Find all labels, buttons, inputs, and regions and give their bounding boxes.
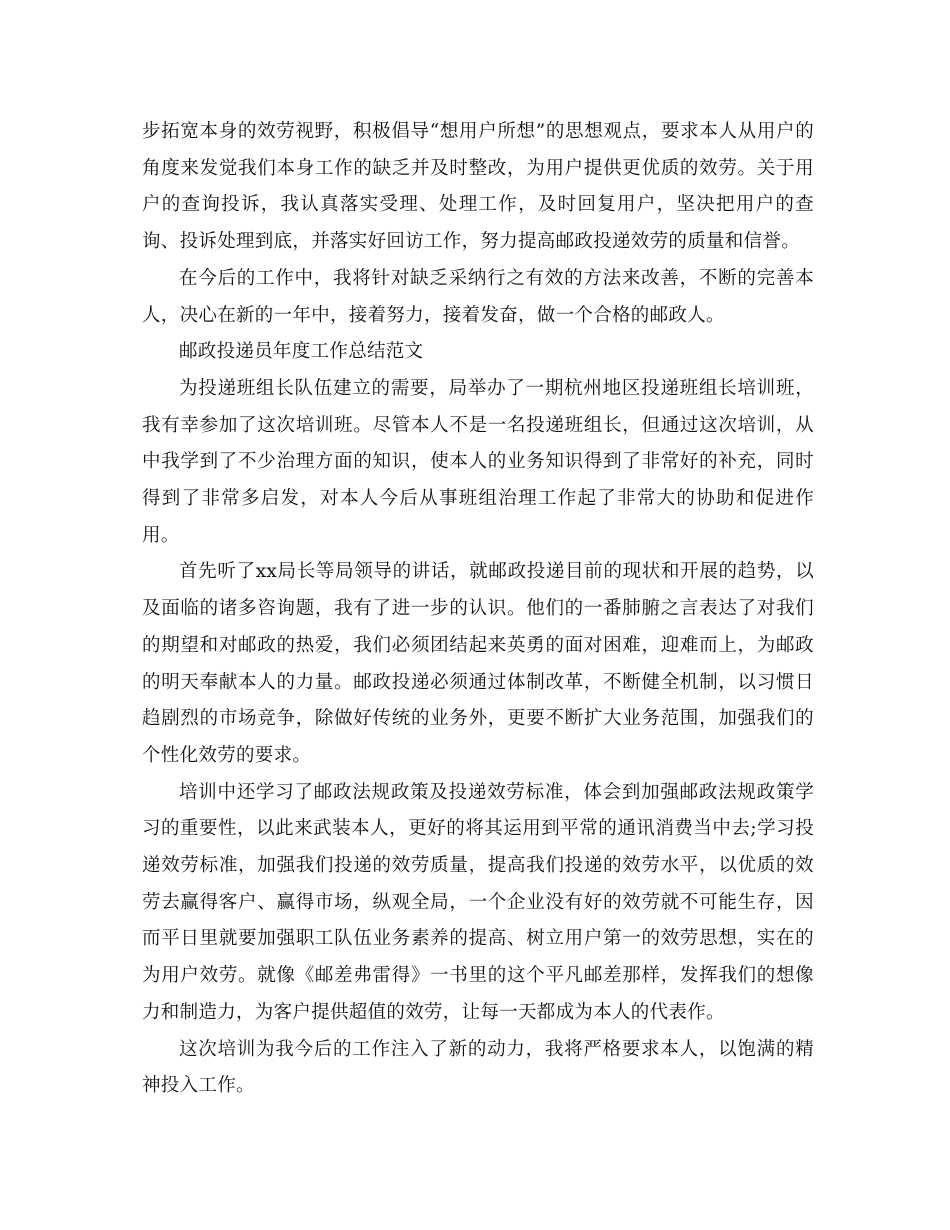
section-title: 邮政投递员年度工作总结范文 [179,341,424,363]
paragraph: 在今后的工作中，我将针对缺乏采纳行之有效的方法来改善，不断的完善本人，决心在新的一年中，接着努力，接着发奋，做一个合格的邮政人。 [142,267,814,326]
document-body [142,114,814,1105]
paragraph: 培训中还学习了邮政法规政策及投递效劳标准，体会到加强邮政法规政策学习的重要性，以此来武装本人，更好的将其运用到平常的通讯消费当中去;学习投递效劳标准，加强我们投递的效劳质量，提高我们投递的效劳水平，以优质的效劳去赢得客户、赢得市场，纵观全局，一个企业没有好的效劳就不可能生存，因而平日里就要加强职工队伍业务素养的提高、树立用户第一的效劳思想，实在的为用户效劳。就像《邮差弗雷得》一书里的这个平凡邮差那样，发挥我们的想像力和制造力，为客户提供超值的效劳，让每一天都成为本人的代表作。 [142,781,814,1023]
paragraph-continued: 步拓宽本身的效劳视野，积极倡导“想用户所想”的思想观点，要求本人从用户的角度来发觉我们本身工作的缺乏并及时整改，为用户提供更优质的效劳。关于用户的查询投诉，我认真落实受理、处理工作，及时回复用户，坚决把用户的查询、投诉处理到底，并落实好回访工作，努力提高邮政投递效劳的质量和信誉。 [142,121,814,253]
paragraph: 首先听了xx局长等局领导的讲话，就邮政投递目前的现状和开展的趋势，以及面临的诸多咨询题，我有了进一步的认识。他们的一番肺腑之言表达了对我们的期望和对邮政的热爱，我们必须团结起来英勇的面对困难，迎难而上，为邮政的明天奉献本人的力量。邮政投递必须通过体制改革，不断健全机制，以习惯日趋剧烈的市场竞争，除做好传统的业务外，更要不断扩大业务范围，加强我们的个性化效劳的要求。 [142,561,814,766]
paragraph: 这次培训为我今后的工作注入了新的动力，我将严格要求本人，以饱满的精神投入工作。 [142,1038,814,1097]
paragraph: 为投递班组长队伍建立的需要，局举办了一期杭州地区投递班组长培训班，我有幸参加了这次培训班。尽管本人不是一名投递班组长，但通过这次培训，从中我学到了不少治理方面的知识，使本人的业务知识得到了非常好的补充，同时得到了非常多启发，对本人今后从事班组治理工作起了非常大的协助和促进作用。 [142,377,814,546]
